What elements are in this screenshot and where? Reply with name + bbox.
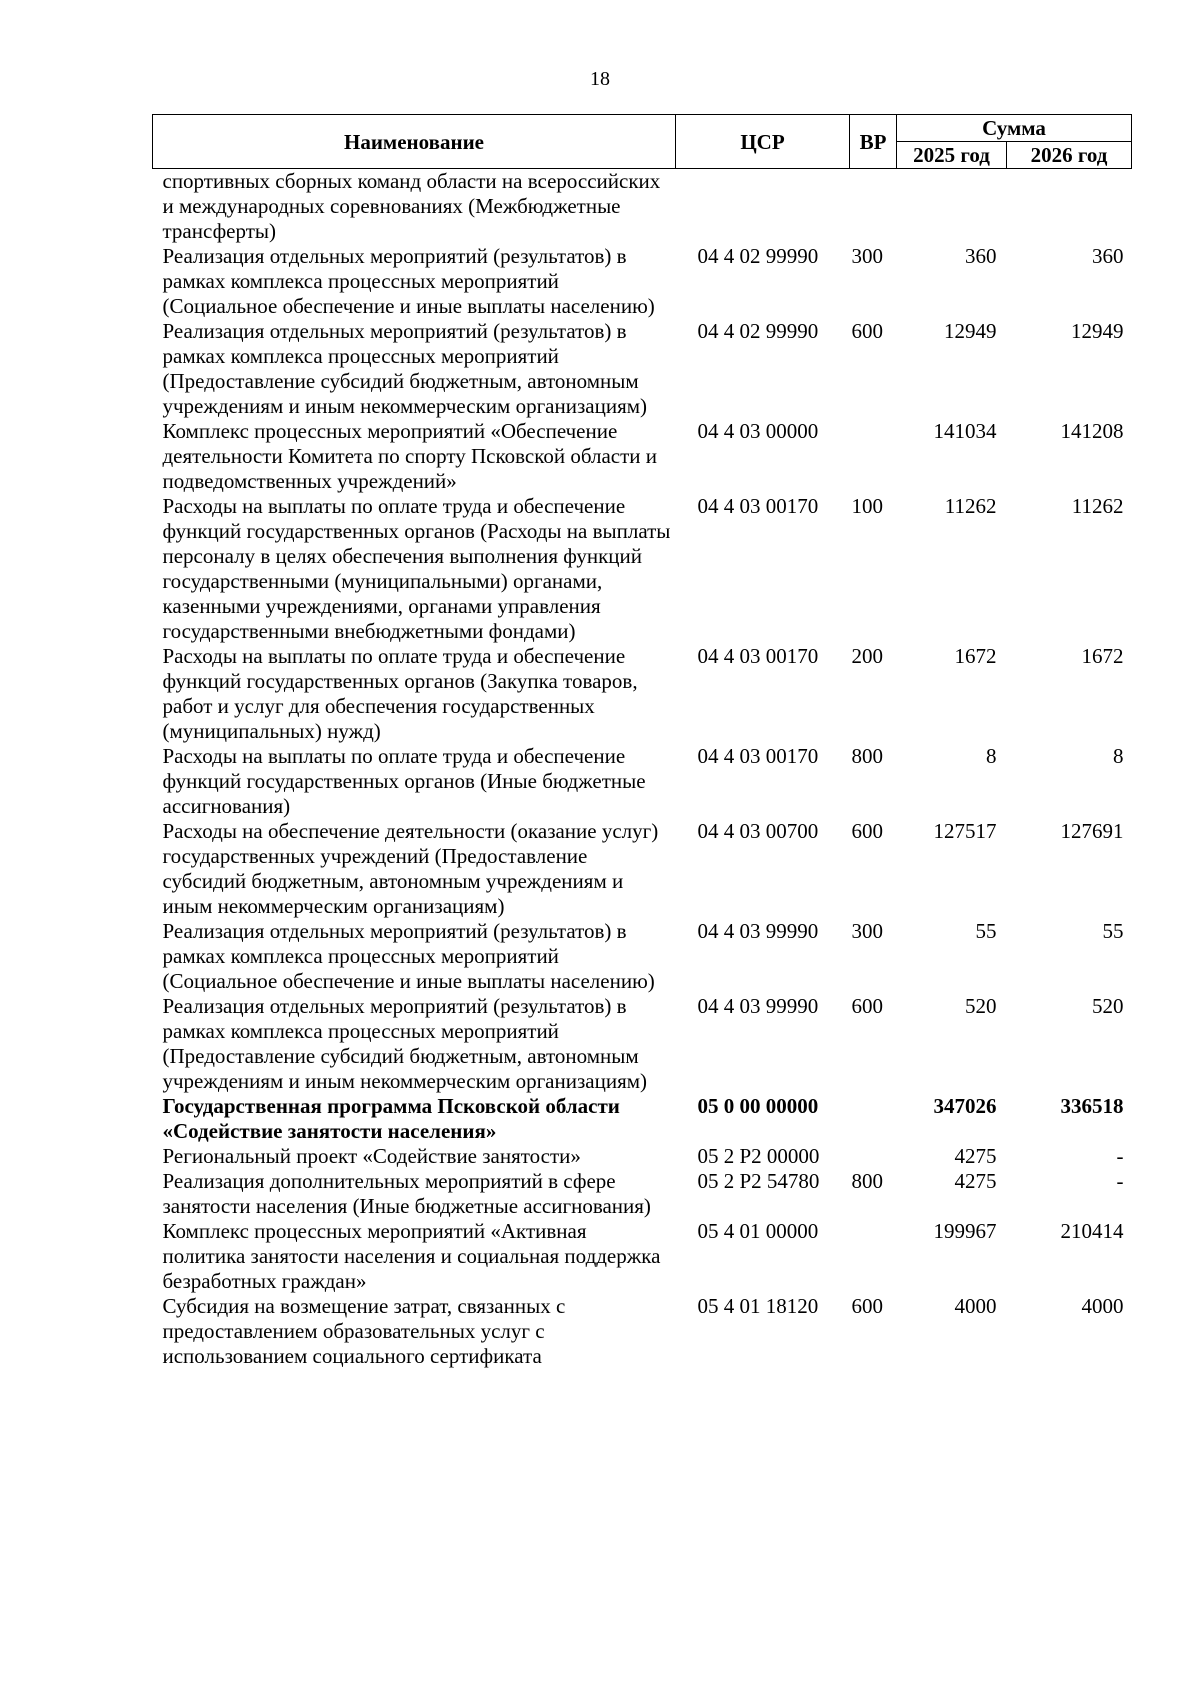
cell-vr: 800 [851,744,883,768]
cell-sum-2025: 8 [986,744,997,768]
cell-name: Субсидия на возмещение затрат, связанных с предоставлением образовательных услуг с использованием социального сертификата [162,1294,566,1368]
table-row [153,319,1132,419]
cell-name: Реализация дополнительных мероприятий в сфере занятости населения (Иные бюджетные ассигнования) [162,1169,651,1218]
cell-sum-2025: 520 [965,994,997,1018]
cell-vr: 300 [851,919,883,943]
table-row [153,744,1132,819]
cell-sum-2025: 347026 [933,1094,997,1118]
header-year-2026: 2026 год [1007,142,1132,169]
cell-name: Расходы на выплаты по оплате труда и обеспечение функций государственных органов (Закупка товаров, работ и услуг для обеспечения государственных (муниципальных) нужд) [162,644,638,743]
table-row [153,644,1132,744]
budget-table [152,114,1132,1369]
cell-sum-2025: 141034 [933,419,997,443]
cell-name: Расходы на выплаты по оплате труда и обеспечение функций государственных органов (Иные бюджетные ассигнования) [162,744,646,818]
cell-csr: 05 0 00 00000 [697,1094,819,1118]
cell-sum-2026: 360 [1092,244,1124,268]
cell-sum-2026: 210414 [1060,1219,1124,1243]
cell-name: Региональный проект «Содействие занятости» [162,1144,581,1168]
header-vr: ВР [850,115,897,169]
cell-name: Государственная программа Псковской области «Содействие занятости населения» [162,1094,620,1143]
cell-sum-2025: 4275 [954,1169,997,1193]
table-header [153,115,1132,169]
cell-csr: 05 4 01 00000 [697,1219,819,1243]
header-year-2025: 2025 год [897,142,1007,169]
cell-csr: 04 4 03 00170 [697,644,819,668]
cell-sum-2025: 1672 [954,644,997,668]
cell-sum-2025: 4000 [954,1294,997,1318]
cell-csr: 04 4 03 00170 [697,494,819,518]
cell-csr: 04 4 03 99990 [697,994,819,1018]
cell-sum-2026: 520 [1092,994,1124,1018]
cell-csr: 04 4 02 99990 [697,244,819,268]
header-csr: ЦСР [676,115,850,169]
cell-sum-2026: 1672 [1081,644,1124,668]
cell-name: Реализация отдельных мероприятий (результатов) в рамках комплекса процессных мероприятий (Социальное обеспечение и иные выплаты населению) [162,919,655,993]
cell-csr: 05 2 Р2 54780 [697,1169,820,1193]
cell-csr: 04 4 03 00170 [697,744,819,768]
cell-name: Комплекс процессных мероприятий «Активная политика занятости населения и социальная поддержка безработных граждан» [162,1219,661,1293]
cell-vr: 100 [851,494,883,518]
cell-sum-2026: 141208 [1060,419,1124,443]
table-row [153,1294,1132,1369]
cell-name: Реализация отдельных мероприятий (результатов) в рамках комплекса процессных мероприятий (Предоставление субсидий бюджетным, автономным учреждениям и иным некоммерческим организациям) [162,994,648,1093]
cell-sum-2026 [1007,169,1132,245]
cell-name: Реализация отдельных мероприятий (результатов) в рамках комплекса процессных мероприятий (Предоставление субсидий бюджетным, автономным учреждениям и иным некоммерческим организациям) [162,319,648,418]
cell-sum-2026: 11262 [1071,494,1124,518]
cell-sum-2025 [897,169,1007,245]
cell-vr [850,419,897,494]
cell-vr: 200 [851,644,883,668]
table-row [153,994,1132,1094]
header-sum: Сумма [897,115,1132,142]
cell-vr: 600 [851,319,883,343]
cell-sum-2025: 11262 [944,494,997,518]
cell-vr: 300 [851,244,883,268]
cell-vr [850,1094,897,1144]
cell-csr: 04 4 03 99990 [697,919,819,943]
table-row [153,494,1132,644]
cell-csr: 05 2 Р2 00000 [697,1144,820,1168]
table-row [153,419,1132,494]
cell-vr [850,169,897,245]
cell-sum-2026: 4000 [1081,1294,1124,1318]
cell-sum-2025: 12949 [944,319,997,343]
cell-vr: 600 [851,819,883,843]
cell-name: Расходы на обеспечение деятельности (оказание услуг) государственных учреждений (Предоставление субсидий бюджетным, автономным учреждениям и иным некоммерческим организациям) [162,819,659,918]
cell-sum-2026: 336518 [1060,1094,1124,1118]
cell-name: Расходы на выплаты по оплате труда и обеспечение функций государственных органов (Расходы на выплаты персоналу в целях обеспечения выполнения функций государственными (муниципальными) органами, казенными учреждениями, органами управления государственными внебюджетными фондами) [162,494,671,643]
cell-sum-2026: 12949 [1071,319,1124,343]
page-number: 18 [590,68,610,90]
cell-name: Комплекс процессных мероприятий «Обеспечение деятельности Комитета по спорту Псковской области и подведомственных учреждений» [162,419,658,493]
table-row [153,1144,1132,1169]
cell-csr [676,169,850,245]
cell-sum-2025: 55 [975,919,997,943]
cell-vr: 600 [851,994,883,1018]
table-row [153,919,1132,994]
header-name: Наименование [153,115,676,169]
table-row [153,244,1132,319]
cell-name: спортивных сборных команд области на всероссийских и международных соревнованиях (Межбюджетные трансферты) [162,169,661,243]
cell-sum-2025: 199967 [933,1219,997,1243]
cell-sum-2026: 55 [1102,919,1124,943]
cell-sum-2025: 4275 [954,1144,997,1168]
cell-csr: 04 4 03 00700 [697,819,819,843]
cell-csr: 04 4 02 99990 [697,319,819,343]
table-row [153,1094,1132,1144]
table-row [153,819,1132,919]
cell-vr: 600 [851,1294,883,1318]
table-body [153,169,1132,1370]
cell-csr: 04 4 03 00000 [697,419,819,443]
cell-sum-2026: 8 [1113,744,1124,768]
cell-sum-2026: - [1116,1144,1124,1168]
cell-vr [850,1219,897,1294]
table-row [153,169,1132,245]
cell-name: Реализация отдельных мероприятий (результатов) в рамках комплекса процессных мероприятий (Социальное обеспечение и иные выплаты населению) [162,244,655,318]
table-row [153,1169,1132,1219]
cell-sum-2026: 127691 [1060,819,1124,843]
cell-sum-2026: - [1116,1169,1124,1193]
cell-sum-2025: 360 [965,244,997,268]
cell-csr: 05 4 01 18120 [697,1294,819,1318]
cell-sum-2025: 127517 [933,819,997,843]
cell-vr [850,1144,897,1169]
cell-vr: 800 [851,1169,883,1193]
table-row [153,1219,1132,1294]
